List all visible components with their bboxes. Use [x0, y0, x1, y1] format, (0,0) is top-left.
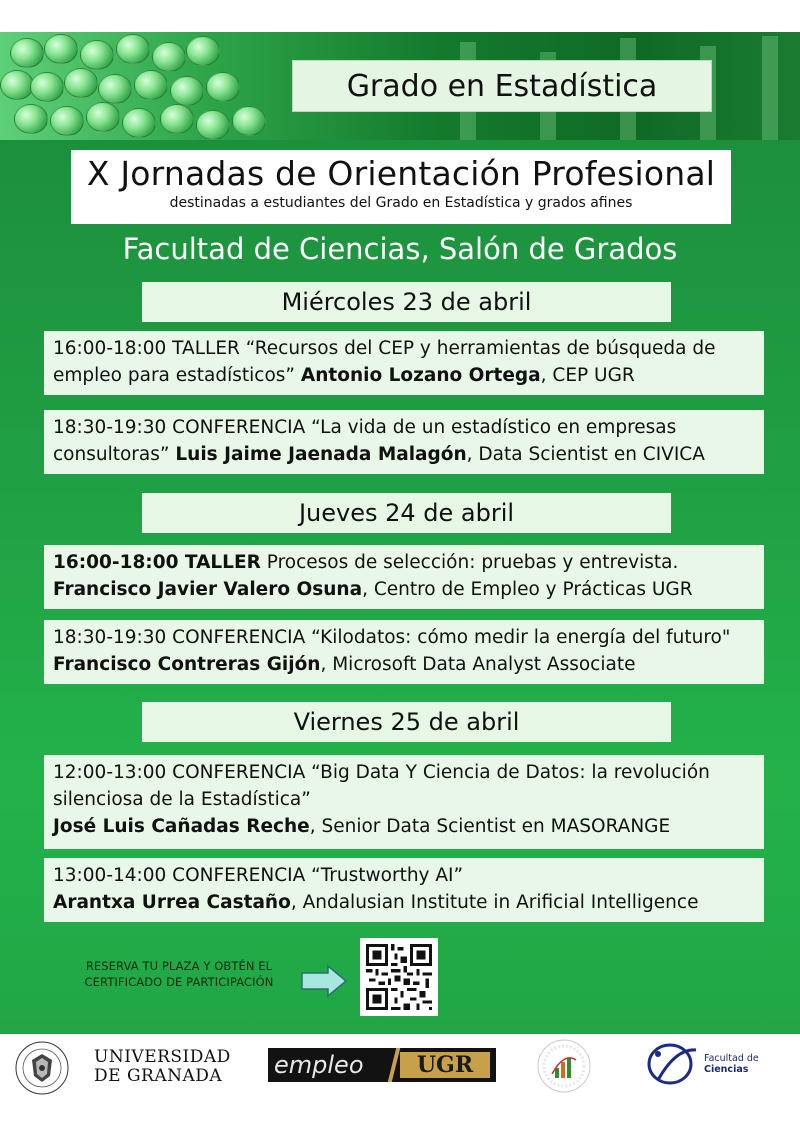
cell-decoration [232, 106, 266, 136]
reservation-line: CERTIFICADO DE PARTICIPACIÓN [84, 975, 274, 989]
event-item [44, 755, 764, 849]
event-heading [71, 150, 731, 224]
event-description: 13:00-14:00 CONFERENCIA “Trustworthy AI” [53, 865, 464, 886]
event-description: Procesos de selección: pruebas y entrevista. [266, 552, 679, 573]
event-affiliation: , Senior Data Scientist en MASORANGE [309, 816, 671, 837]
degree-badge-icon [536, 1038, 592, 1094]
arrow-right-icon [300, 964, 348, 998]
event-speaker: Antonio Lozano Ortega [300, 365, 541, 386]
event-affiliation: , Microsoft Data Analyst Associate [320, 654, 636, 675]
event-affiliation: , CEP UGR [540, 365, 635, 386]
event-item [44, 545, 764, 609]
empleo-label: empleo [274, 1051, 364, 1079]
faculty-logo-icon [646, 1040, 700, 1088]
university-name [94, 1048, 231, 1086]
event-speaker: Francisco Contreras Gijón [53, 654, 321, 675]
cell-decoration [0, 70, 34, 100]
cell-decoration [98, 74, 132, 104]
cell-decoration [160, 104, 194, 134]
cell-decoration [44, 34, 78, 64]
university-name-line: DE GRANADA [94, 1066, 223, 1086]
event-speaker: José Luis Cañadas Reche [53, 816, 310, 837]
cell-decoration [134, 70, 168, 100]
cell-decoration [152, 42, 186, 72]
cell-decoration [116, 34, 150, 64]
empleo-ugr-logo [268, 1048, 496, 1082]
event-title: X Jornadas de Orientación Profesional [86, 154, 716, 193]
cell-decoration [170, 76, 204, 106]
event-description: 16:00-18:00 TALLER “Recursos del CEP y herramientas de búsqueda de empleo para estadísticos” [53, 338, 716, 386]
event-description: 12:00-13:00 CONFERENCIA “Big Data Y Ciencia de Datos: la revolución silenciosa de la Estadística” [53, 762, 710, 810]
day-header: Miércoles 23 de abril [142, 282, 671, 322]
event-type: 16:00-18:00 TALLER [53, 552, 261, 573]
cell-decoration [196, 110, 230, 140]
day-header: Viernes 25 de abril [142, 702, 671, 742]
qr-code-icon [366, 944, 432, 1010]
cell-decoration [14, 104, 48, 134]
cell-decoration [86, 102, 120, 132]
cell-decoration [10, 38, 44, 68]
faculty-name-line: Ciencias [704, 1064, 749, 1075]
reservation-note [64, 958, 294, 990]
event-item [44, 858, 764, 922]
poster [0, 32, 800, 1034]
degree-title: Grado en Estadística [292, 60, 712, 112]
cell-decoration [122, 108, 156, 138]
reservation-line: RESERVA TU PLAZA Y OBTÉN EL [85, 959, 273, 973]
cell-decoration [186, 36, 220, 66]
faculty-name-line: Facultad de [704, 1053, 759, 1064]
event-speaker: Arantxa Urrea Castaño [53, 892, 291, 913]
logo-strip [0, 1034, 800, 1100]
event-description: 18:30-19:30 CONFERENCIA “La vida de un estadístico en empresas consultoras” [53, 417, 677, 465]
event-item [44, 410, 764, 474]
bar-decoration [762, 36, 778, 140]
event-affiliation: , Data Scientist en CIVICA [466, 444, 705, 465]
empleo-ugr-label: UGR [400, 1052, 490, 1078]
event-item [44, 331, 764, 395]
cell-decoration [64, 68, 98, 98]
cell-decoration [80, 40, 114, 70]
event-item [44, 620, 764, 684]
university-seal-icon [14, 1040, 70, 1096]
event-affiliation: , Andalusian Institute in Arificial Intelligence [290, 892, 699, 913]
qr-code[interactable] [360, 938, 438, 1016]
event-subtitle: destinadas a estudiantes del Grado en Estadística y grados afines [169, 195, 633, 211]
event-speaker: Luis Jaime Jaenada Malagón [175, 444, 467, 465]
event-description: 18:30-19:30 CONFERENCIA “Kilodatos: cómo medir la energía del futuro" [53, 627, 731, 648]
day-header: Jueves 24 de abril [142, 493, 671, 533]
venue: Facultad de Ciencias, Salón de Grados [122, 232, 678, 266]
cell-decoration [50, 106, 84, 136]
university-name-line: UNIVERSIDAD [94, 1047, 231, 1067]
cell-decoration [30, 72, 64, 102]
cell-decoration [206, 72, 240, 102]
event-speaker: Francisco Javier Valero Osuna [53, 579, 363, 600]
event-affiliation: , Centro de Empleo y Prácticas UGR [362, 579, 693, 600]
faculty-name [704, 1053, 759, 1075]
